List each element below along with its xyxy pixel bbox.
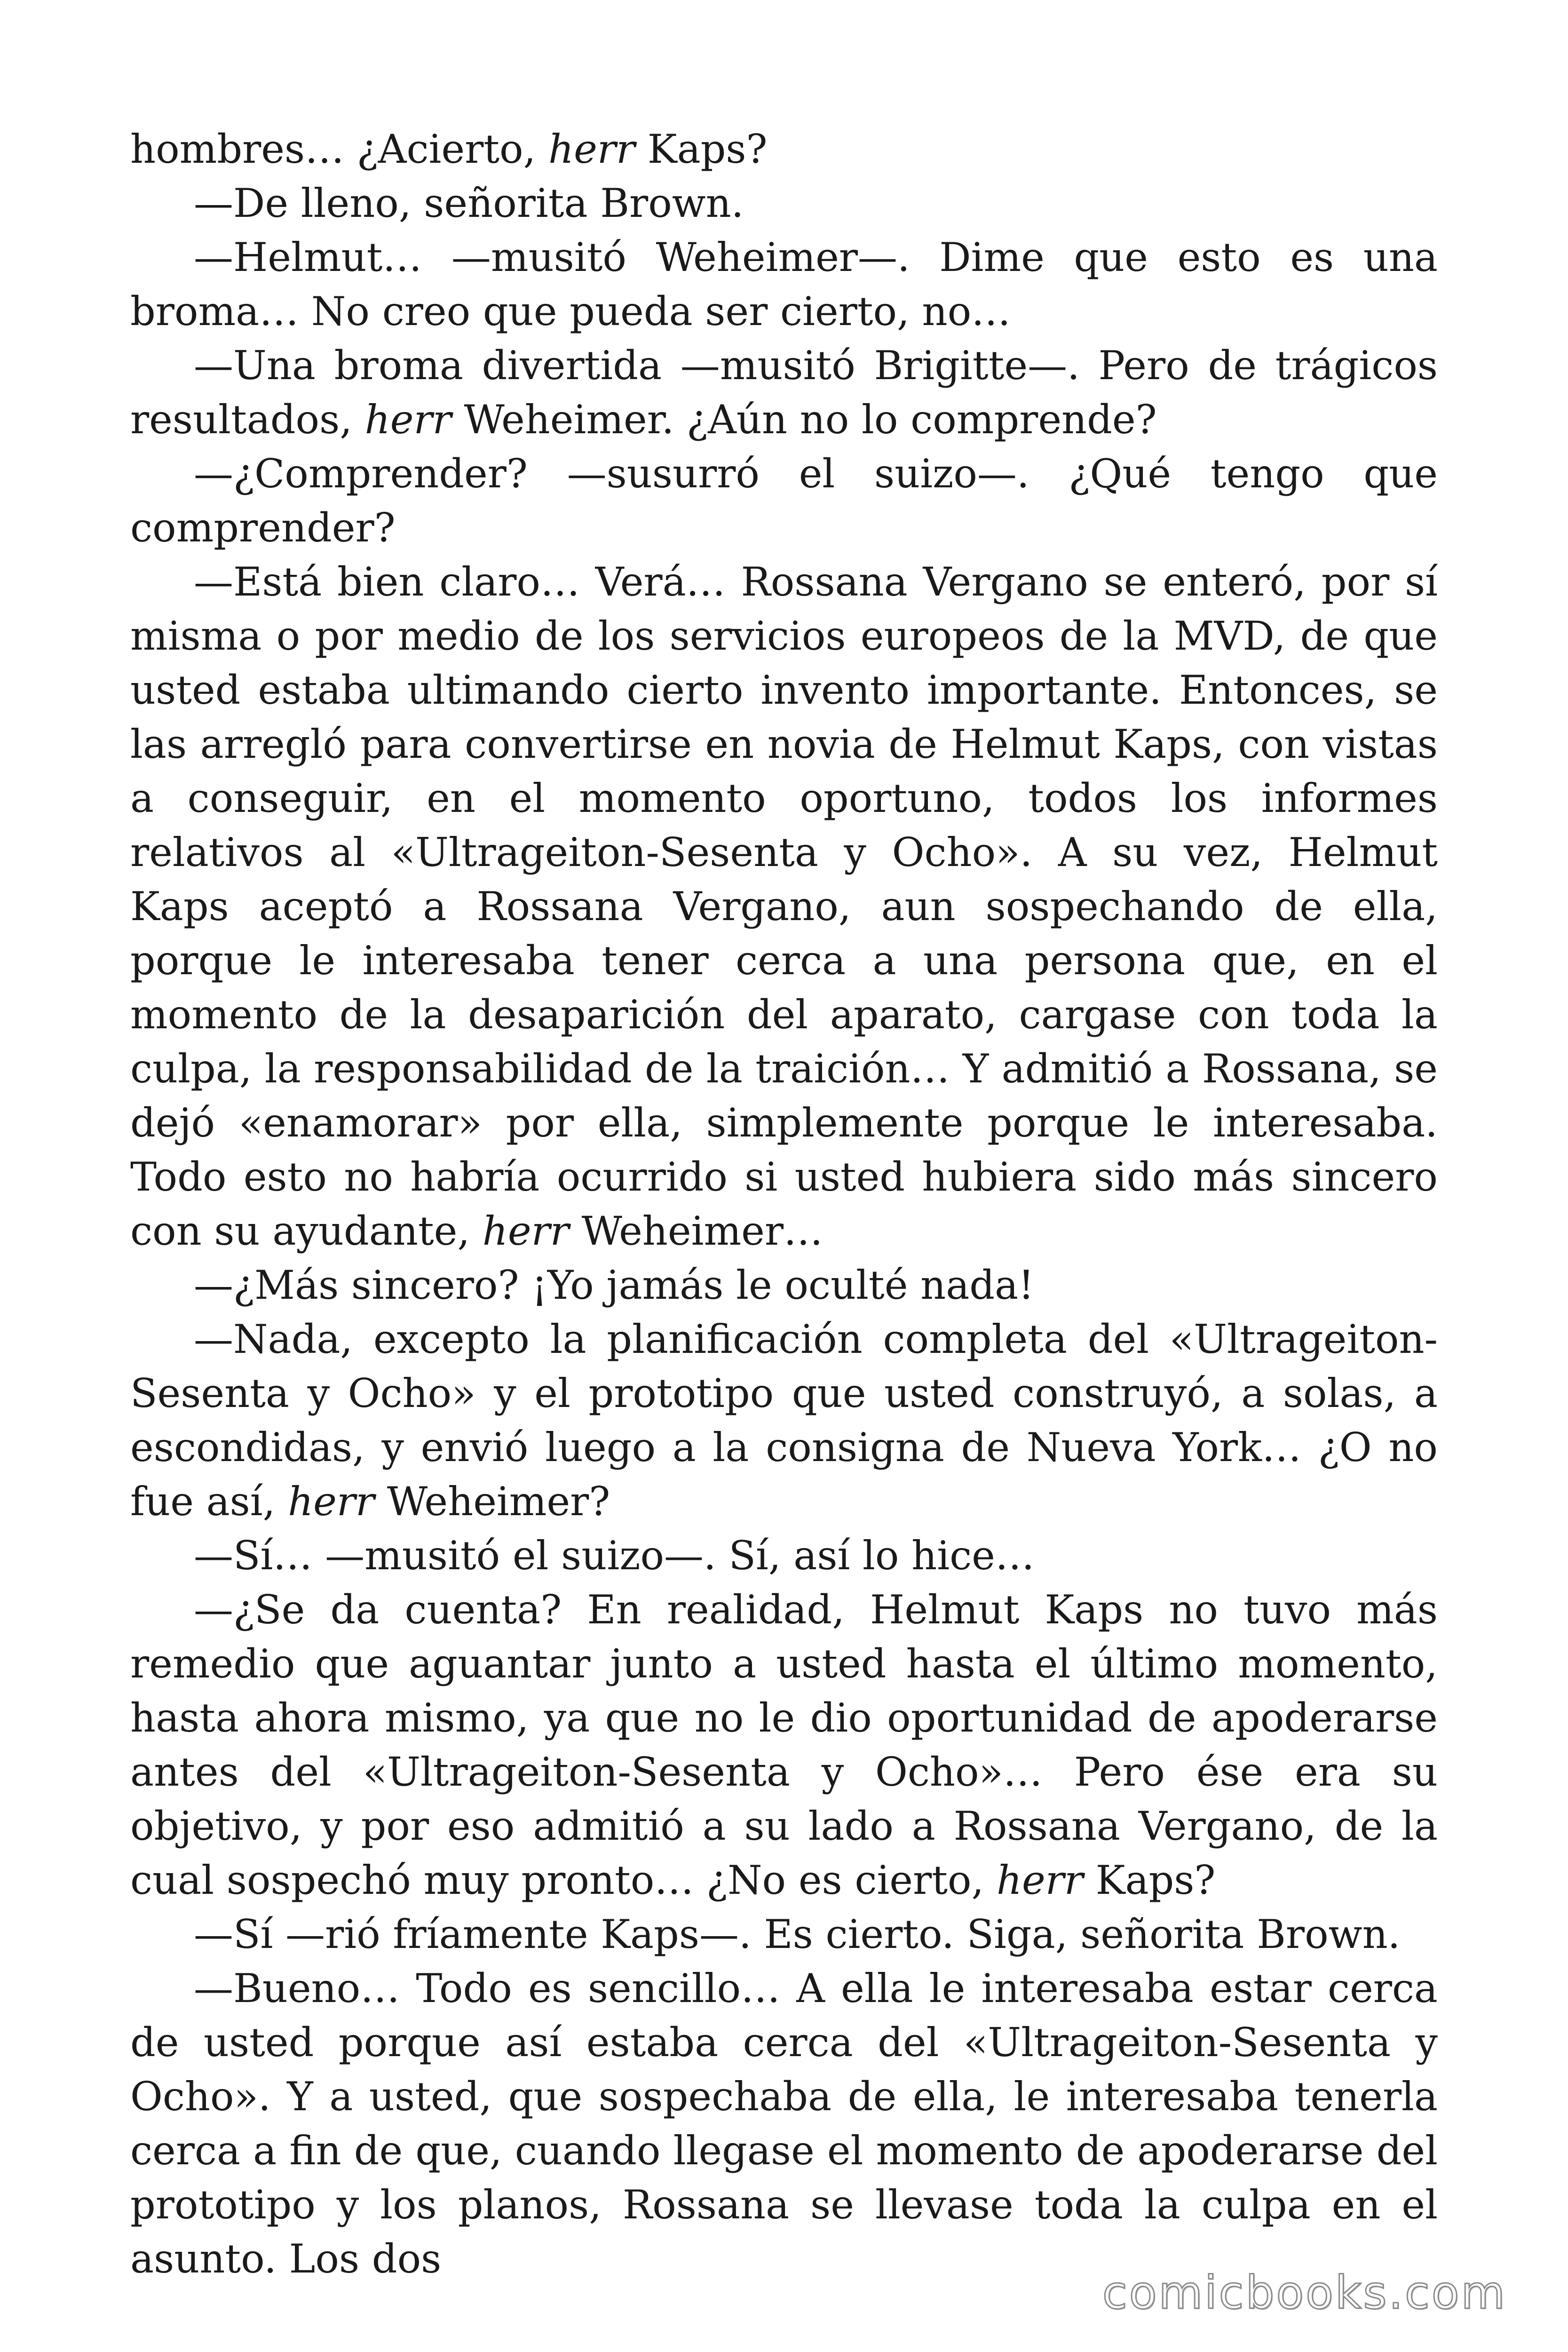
- text-run: Weheimer…: [569, 1208, 823, 1254]
- text-run: —Helmut… —musitó Weheimer—. Dime que esto es una broma… No creo que pueda ser cierto, no…: [130, 234, 1438, 334]
- body-text: [130, 122, 1438, 2286]
- paragraph: [130, 1907, 1438, 1962]
- paragraph: [130, 1312, 1438, 1529]
- paragraph: [130, 176, 1438, 230]
- paragraph: [130, 447, 1438, 555]
- paragraph: [130, 339, 1438, 447]
- text-run: Weheimer?: [374, 1478, 610, 1525]
- text-run: —Nada, excepto la planificación completa del «Ultrageiton-Sesenta y Ocho» y el prototipo que usted construyó, a solas, a escondidas, y envió luego a la consigna de Nueva York… ¿O no fue así,: [130, 1316, 1438, 1525]
- text-run: —¿Se da cuenta? En realidad, Helmut Kaps no tuvo más remedio que aguantar junto a usted hasta el último momento, hasta ahora mismo, ya que no le dio oportunidad de apoderarse antes del «Ultrageiton-Sesenta y Ocho»… Pero ése era su objetivo, y por eso admitió a su lado a Rossana Vergano, de la cual sospechó muy pronto… ¿No es cierto,: [130, 1587, 1438, 1903]
- paragraph: [130, 1258, 1438, 1312]
- text-run: Weheimer. ¿Aún no lo comprende?: [451, 397, 1157, 443]
- text-run: Kaps?: [1083, 1857, 1216, 1903]
- text-run: —Sí —rió fríamente Kaps—. Es cierto. Siga, señorita Brown.: [194, 1911, 1401, 1957]
- text-run: —¿Más sincero? ¡Yo jamás le oculté nada!: [194, 1262, 1034, 1308]
- text-run: —De lleno, señorita Brown.: [194, 180, 744, 226]
- paragraph: [130, 122, 1438, 176]
- paragraph: [130, 230, 1438, 339]
- paragraph: [130, 1583, 1438, 1907]
- paragraph: [130, 1962, 1438, 2286]
- italic-text: herr: [996, 1857, 1083, 1903]
- paragraph: [130, 1529, 1438, 1583]
- text-run: —Sí… —musitó el suizo—. Sí, así lo hice…: [194, 1533, 1035, 1579]
- italic-text: herr: [482, 1208, 569, 1254]
- watermark-logo: comicbooks.com: [1102, 2266, 1507, 2319]
- text-run: Kaps?: [635, 126, 768, 172]
- text-run: hombres… ¿Acierto,: [130, 126, 548, 172]
- italic-text: herr: [288, 1478, 375, 1525]
- italic-text: herr: [364, 397, 451, 443]
- paragraph: [130, 555, 1438, 1258]
- text-run: —Está bien claro… Verá… Rossana Vergano se enteró, por sí misma o por medio de los servicios europeos de la MVD, de que usted estaba ultimando cierto invento importante. Entonces, se las arregló para convertirse en novia de Helmut Kaps, con vistas a conseguir, en el momento oportuno, todos los informes relativos al «Ultrageiton-Sesenta y Ocho». A su vez, Helmut Kaps aceptó a Rossana Vergano, aun sospechando de ella, porque le interesaba tener cerca a una persona que, en el momento de la desaparición del aparato, cargase con toda la culpa, la responsabilidad de la traición… Y admitió a Rossana, se dejó «enamorar» por ella, simplemente porque le interesaba. Todo esto no habría ocurrido si usted hubiera sido más sincero con su ayudante,: [130, 559, 1438, 1254]
- text-run: —Bueno… Todo es sencillo… A ella le interesaba estar cerca de usted porque así estaba cerca del «Ultrageiton-Sesenta y Ocho». Y a usted, que sospechaba de ella, le interesaba tenerla cerca a fin de que, cuando llegase el momento de apoderarse del prototipo y los planos, Rossana se llevase toda la culpa en el asunto. Los dos: [130, 1965, 1438, 2282]
- text-run: —¿Comprender? —susurró el suizo—. ¿Qué tengo que comprender?: [130, 451, 1438, 551]
- text-run: —Una broma divertida —musitó Brigitte—. Pero de trágicos resultados,: [130, 342, 1438, 443]
- italic-text: herr: [548, 126, 635, 172]
